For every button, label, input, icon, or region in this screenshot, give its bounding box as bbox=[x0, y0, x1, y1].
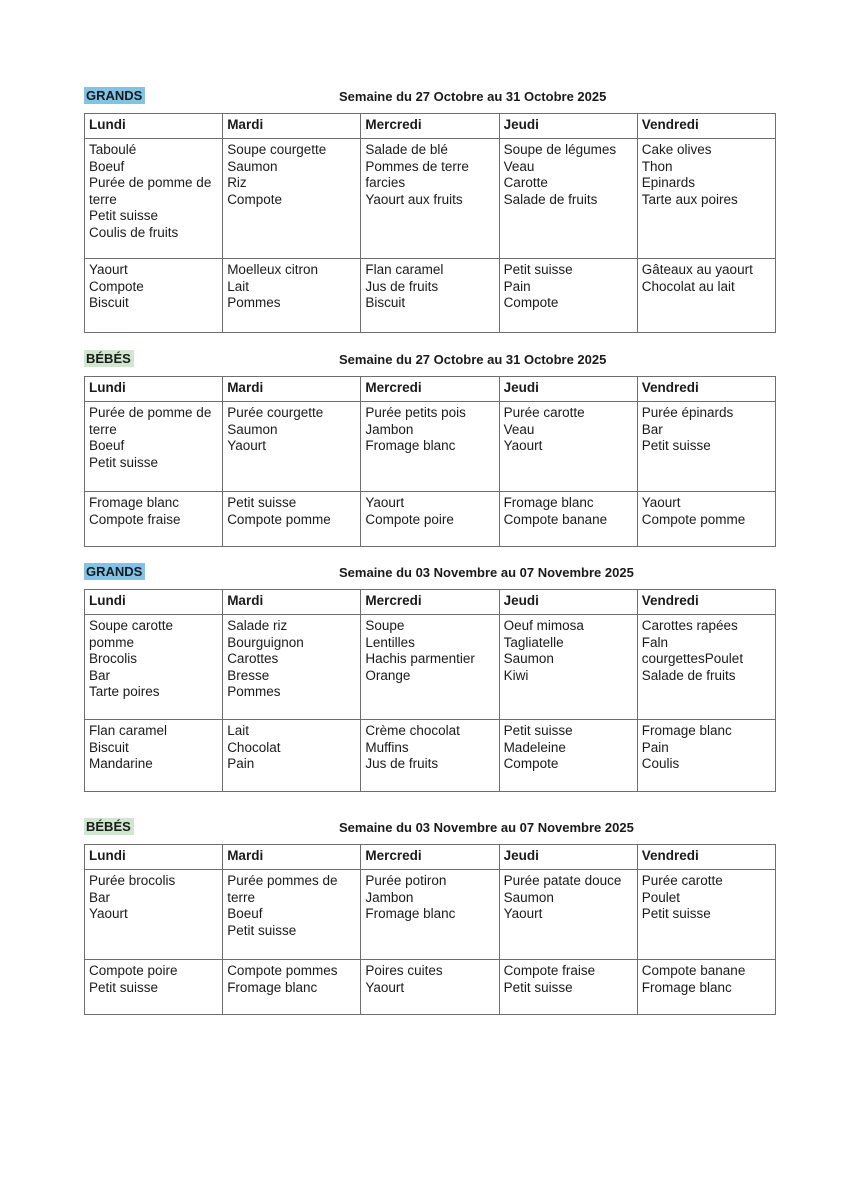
menu-item: Gâteaux au yaourt bbox=[641, 262, 753, 277]
menu-cell bbox=[223, 870, 361, 960]
menu-item: Compote poire bbox=[89, 963, 178, 978]
menu-table bbox=[84, 113, 776, 333]
menu-item: Saumon bbox=[503, 651, 554, 666]
menu-item: Purée de pomme de terre bbox=[89, 175, 212, 207]
menu-cell bbox=[223, 492, 361, 547]
week-title: Semaine du 27 Octobre au 31 Octobre 2025 bbox=[339, 89, 607, 104]
menu-cell bbox=[637, 615, 775, 720]
menu-item: Brocolis bbox=[89, 651, 138, 666]
menu-item: Yaourt bbox=[89, 262, 128, 277]
day-header: Mercredi bbox=[361, 377, 499, 402]
menu-item: Madeleine bbox=[503, 739, 566, 755]
menu-item: Fromage blanc bbox=[365, 438, 456, 453]
menu-cell bbox=[223, 960, 361, 1015]
menu-table bbox=[84, 589, 776, 792]
menu-item: Biscuit bbox=[365, 295, 406, 310]
menu-item: Petit suisse bbox=[503, 723, 573, 738]
day-header: Vendredi bbox=[637, 377, 775, 402]
day-header: Mercredi bbox=[361, 845, 499, 870]
menu-cell bbox=[85, 402, 223, 492]
menu-item: Soupe de légumes bbox=[503, 142, 617, 157]
week-title: Semaine du 27 Octobre au 31 Octobre 2025 bbox=[339, 352, 607, 367]
menu-cell bbox=[85, 615, 223, 720]
day-header: Lundi bbox=[85, 845, 223, 870]
menu-cell bbox=[637, 870, 775, 960]
day-header: Mardi bbox=[223, 845, 361, 870]
menu-item: Compote pomme bbox=[641, 511, 746, 527]
day-header: Jeudi bbox=[499, 845, 637, 870]
menu-item: Poulet bbox=[641, 889, 681, 905]
menu-item: Bourguignon bbox=[227, 634, 304, 650]
day-header: Jeudi bbox=[499, 590, 637, 615]
menu-cell bbox=[361, 720, 499, 792]
group-label: GRANDS bbox=[84, 563, 145, 580]
day-header-row bbox=[85, 114, 776, 139]
menu-item: Yaourt bbox=[89, 906, 128, 921]
menu-item: Compote banane bbox=[641, 963, 746, 978]
menu-item: Lentilles bbox=[365, 634, 415, 650]
menu-table bbox=[84, 844, 776, 1015]
menu-item: Petit suisse bbox=[641, 906, 711, 921]
menu-cell bbox=[499, 492, 637, 547]
menu-item: Flan caramel bbox=[365, 262, 444, 277]
menu-item: Compote poire bbox=[365, 511, 454, 527]
menu-item: Purée patate douce bbox=[503, 873, 622, 888]
menu-item: Fromage blanc bbox=[89, 495, 180, 510]
menu-item: Tagliatelle bbox=[503, 634, 564, 650]
day-header-row bbox=[85, 590, 776, 615]
menu-cell bbox=[85, 139, 223, 259]
lunch-row bbox=[85, 402, 776, 492]
menu-item: Petit suisse bbox=[227, 922, 297, 938]
menu-item: Orange bbox=[365, 667, 411, 683]
menu-item: Compote bbox=[503, 756, 559, 771]
menu-item: Carottes bbox=[227, 651, 279, 666]
menu-cell bbox=[499, 870, 637, 960]
menu-item: Salade de fruits bbox=[641, 667, 736, 683]
menu-item: Muffins bbox=[365, 739, 409, 755]
day-header: Mercredi bbox=[361, 114, 499, 139]
menu-cell bbox=[223, 259, 361, 333]
snack-row bbox=[85, 720, 776, 792]
menu-cell bbox=[361, 492, 499, 547]
menu-cell bbox=[637, 139, 775, 259]
menu-item: Fromage blanc bbox=[641, 979, 732, 995]
menu-item: Purée carotte bbox=[503, 405, 585, 420]
menu-section bbox=[84, 350, 776, 527]
menu-item: Purée brocolis bbox=[89, 873, 176, 888]
menu-item: Taboulé bbox=[89, 142, 137, 157]
group-label: GRANDS bbox=[84, 87, 145, 104]
menu-item: Boeuf bbox=[227, 906, 263, 921]
menu-item: Petit suisse bbox=[227, 495, 297, 510]
menu-item: Saumon bbox=[503, 889, 554, 905]
snack-row bbox=[85, 259, 776, 333]
day-header-row bbox=[85, 845, 776, 870]
menu-item: Compote pommes bbox=[227, 963, 338, 978]
menu-item: Riz bbox=[227, 175, 247, 190]
menu-item: Purée pommes de terre bbox=[227, 873, 338, 905]
menu-item: Yaourt bbox=[365, 979, 405, 995]
menu-item: Jambon bbox=[365, 889, 414, 905]
menu-item: Hachis parmentier bbox=[365, 651, 475, 666]
menu-item: Coulis bbox=[641, 756, 680, 771]
menu-item: Tarte aux poires bbox=[641, 191, 738, 207]
menu-item: Lait bbox=[227, 723, 249, 738]
menu-item: Compote fraise bbox=[503, 963, 596, 978]
menu-item: Mandarine bbox=[89, 756, 153, 771]
menu-item: Flan caramel bbox=[89, 723, 168, 738]
menu-item: Jus de fruits bbox=[365, 278, 439, 294]
lunch-row bbox=[85, 615, 776, 720]
menu-item: Petit suisse bbox=[503, 979, 573, 995]
menu-cell bbox=[637, 720, 775, 792]
section-header bbox=[84, 87, 776, 107]
menu-item: Purée carotte bbox=[641, 873, 723, 888]
menu-cell bbox=[361, 259, 499, 333]
menu-item: Purée potiron bbox=[365, 873, 447, 888]
menu-item: Compote bbox=[227, 191, 282, 207]
menu-item: Pommes bbox=[227, 295, 281, 310]
menu-item: Compote bbox=[503, 295, 559, 310]
menu-item: Fromage blanc bbox=[641, 723, 732, 738]
menu-item: Purée courgette bbox=[227, 405, 324, 420]
menu-cell bbox=[637, 960, 775, 1015]
menu-item: Saumon bbox=[227, 421, 278, 437]
menu-cell bbox=[499, 960, 637, 1015]
menu-item: Veau bbox=[503, 158, 535, 174]
menu-cell bbox=[361, 615, 499, 720]
menu-item: Bar bbox=[641, 421, 663, 437]
menu-item: Jambon bbox=[365, 421, 414, 437]
menu-item: Soupe bbox=[365, 618, 405, 633]
day-header: Lundi bbox=[85, 590, 223, 615]
menu-cell bbox=[499, 139, 637, 259]
menu-item: Purée de pomme de terre bbox=[89, 405, 212, 437]
menu-item: Poires cuites bbox=[365, 963, 443, 978]
menu-item: Soupe carotte pomme bbox=[89, 618, 174, 650]
menu-item: Yaourt aux fruits bbox=[365, 191, 463, 207]
menu-cell bbox=[361, 960, 499, 1015]
menu-table bbox=[84, 376, 776, 547]
menu-cell bbox=[85, 960, 223, 1015]
menu-item: Salade de fruits bbox=[503, 191, 598, 207]
day-header: Lundi bbox=[85, 114, 223, 139]
day-header: Jeudi bbox=[499, 114, 637, 139]
menu-item: Petit suisse bbox=[89, 979, 159, 995]
menu-item: Crème chocolat bbox=[365, 723, 460, 738]
menu-item: Moelleux citron bbox=[227, 262, 318, 277]
menu-section bbox=[84, 87, 776, 310]
day-header: Mardi bbox=[223, 590, 361, 615]
menu-item: Yaourt bbox=[365, 495, 405, 510]
menu-item: Thon bbox=[641, 158, 673, 174]
menu-item: Boeuf bbox=[89, 438, 125, 453]
menu-section bbox=[84, 563, 776, 771]
menu-item: Yaourt bbox=[503, 438, 543, 453]
menu-item: Compote pomme bbox=[227, 511, 331, 527]
menu-item: Bresse bbox=[227, 667, 270, 683]
menu-cell bbox=[499, 720, 637, 792]
menu-item: Bar bbox=[89, 667, 111, 683]
menu-cell bbox=[499, 615, 637, 720]
snack-row bbox=[85, 960, 776, 1015]
menu-cell bbox=[223, 720, 361, 792]
day-header: Mardi bbox=[223, 114, 361, 139]
menu-cell bbox=[361, 402, 499, 492]
menu-item: Saumon bbox=[227, 158, 278, 174]
menu-section bbox=[84, 818, 776, 995]
menu-item: Yaourt bbox=[503, 906, 543, 921]
menu-item: Compote banane bbox=[503, 511, 608, 527]
day-header: Vendredi bbox=[637, 114, 775, 139]
menu-item: Salade riz bbox=[227, 618, 288, 633]
menu-cell bbox=[637, 402, 775, 492]
menu-item: Bar bbox=[89, 889, 111, 905]
menu-cell bbox=[85, 870, 223, 960]
menu-item: Kiwi bbox=[503, 667, 529, 683]
menu-item: courgettesPoulet bbox=[641, 651, 744, 666]
menu-item: Faln bbox=[641, 634, 669, 650]
menu-item: Coulis de fruits bbox=[89, 224, 179, 240]
menu-cell bbox=[499, 259, 637, 333]
menu-item: Fromage blanc bbox=[503, 495, 594, 510]
menu-item: Chocolat bbox=[227, 739, 281, 755]
menu-item: Lait bbox=[227, 278, 249, 294]
menu-cell bbox=[499, 402, 637, 492]
menu-cell bbox=[85, 259, 223, 333]
menu-item: Biscuit bbox=[89, 739, 129, 755]
menu-item: Fromage blanc bbox=[365, 906, 456, 921]
menu-item: Petit suisse bbox=[503, 262, 573, 277]
day-header-row bbox=[85, 377, 776, 402]
day-header: Vendredi bbox=[637, 845, 775, 870]
menu-item: Salade de blé bbox=[365, 142, 448, 157]
menu-item: Oeuf mimosa bbox=[503, 618, 584, 633]
day-header: Mercredi bbox=[361, 590, 499, 615]
menu-cell bbox=[637, 259, 775, 333]
group-label: BÉBÉS bbox=[84, 350, 134, 367]
section-header bbox=[84, 350, 776, 370]
section-header bbox=[84, 818, 776, 838]
menu-item: Petit suisse bbox=[89, 454, 159, 470]
menu-item: Pommes bbox=[227, 684, 281, 699]
menu-cell bbox=[361, 139, 499, 259]
lunch-row bbox=[85, 870, 776, 960]
menu-item: Carotte bbox=[503, 175, 548, 190]
day-header: Jeudi bbox=[499, 377, 637, 402]
snack-row bbox=[85, 492, 776, 547]
menu-cell bbox=[637, 492, 775, 547]
menu-item: Compote bbox=[89, 278, 144, 294]
group-label: BÉBÉS bbox=[84, 818, 134, 835]
menu-item: Fromage blanc bbox=[227, 979, 318, 995]
menu-cell bbox=[223, 139, 361, 259]
day-header: Lundi bbox=[85, 377, 223, 402]
menu-item: Veau bbox=[503, 421, 535, 437]
menu-cell bbox=[223, 615, 361, 720]
day-header: Mardi bbox=[223, 377, 361, 402]
menu-item: Purée petits pois bbox=[365, 405, 466, 420]
menu-item: Pain bbox=[503, 278, 531, 294]
menu-cell bbox=[361, 870, 499, 960]
week-title: Semaine du 03 Novembre au 07 Novembre 2025 bbox=[339, 565, 634, 580]
menu-item: Tarte poires bbox=[89, 684, 160, 699]
menu-item: Biscuit bbox=[89, 295, 129, 310]
menu-item: Yaourt bbox=[227, 438, 266, 453]
menu-item: Yaourt bbox=[641, 495, 681, 510]
menu-item: Cake olives bbox=[641, 142, 712, 157]
menu-item: Pommes de terre farcies bbox=[365, 158, 469, 190]
lunch-row bbox=[85, 139, 776, 259]
day-header: Vendredi bbox=[637, 590, 775, 615]
menu-item: Petit suisse bbox=[641, 438, 711, 453]
section-header bbox=[84, 563, 776, 583]
menu-cell bbox=[85, 492, 223, 547]
menu-item: Jus de fruits bbox=[365, 756, 439, 771]
menu-item: Boeuf bbox=[89, 158, 125, 174]
menu-cell bbox=[85, 720, 223, 792]
menu-item: Pain bbox=[227, 756, 255, 771]
menu-item: Purée épinards bbox=[641, 405, 734, 420]
menu-item: Carottes rapées bbox=[641, 618, 738, 633]
menu-item: Epinards bbox=[641, 175, 696, 190]
menu-item: Compote fraise bbox=[89, 511, 181, 527]
menu-item: Pain bbox=[641, 739, 669, 755]
menu-cell bbox=[223, 402, 361, 492]
menu-item: Soupe courgette bbox=[227, 142, 327, 157]
menu-item: Chocolat au lait bbox=[641, 278, 735, 294]
menu-item: Petit suisse bbox=[89, 208, 159, 223]
week-title: Semaine du 03 Novembre au 07 Novembre 2025 bbox=[339, 820, 634, 835]
